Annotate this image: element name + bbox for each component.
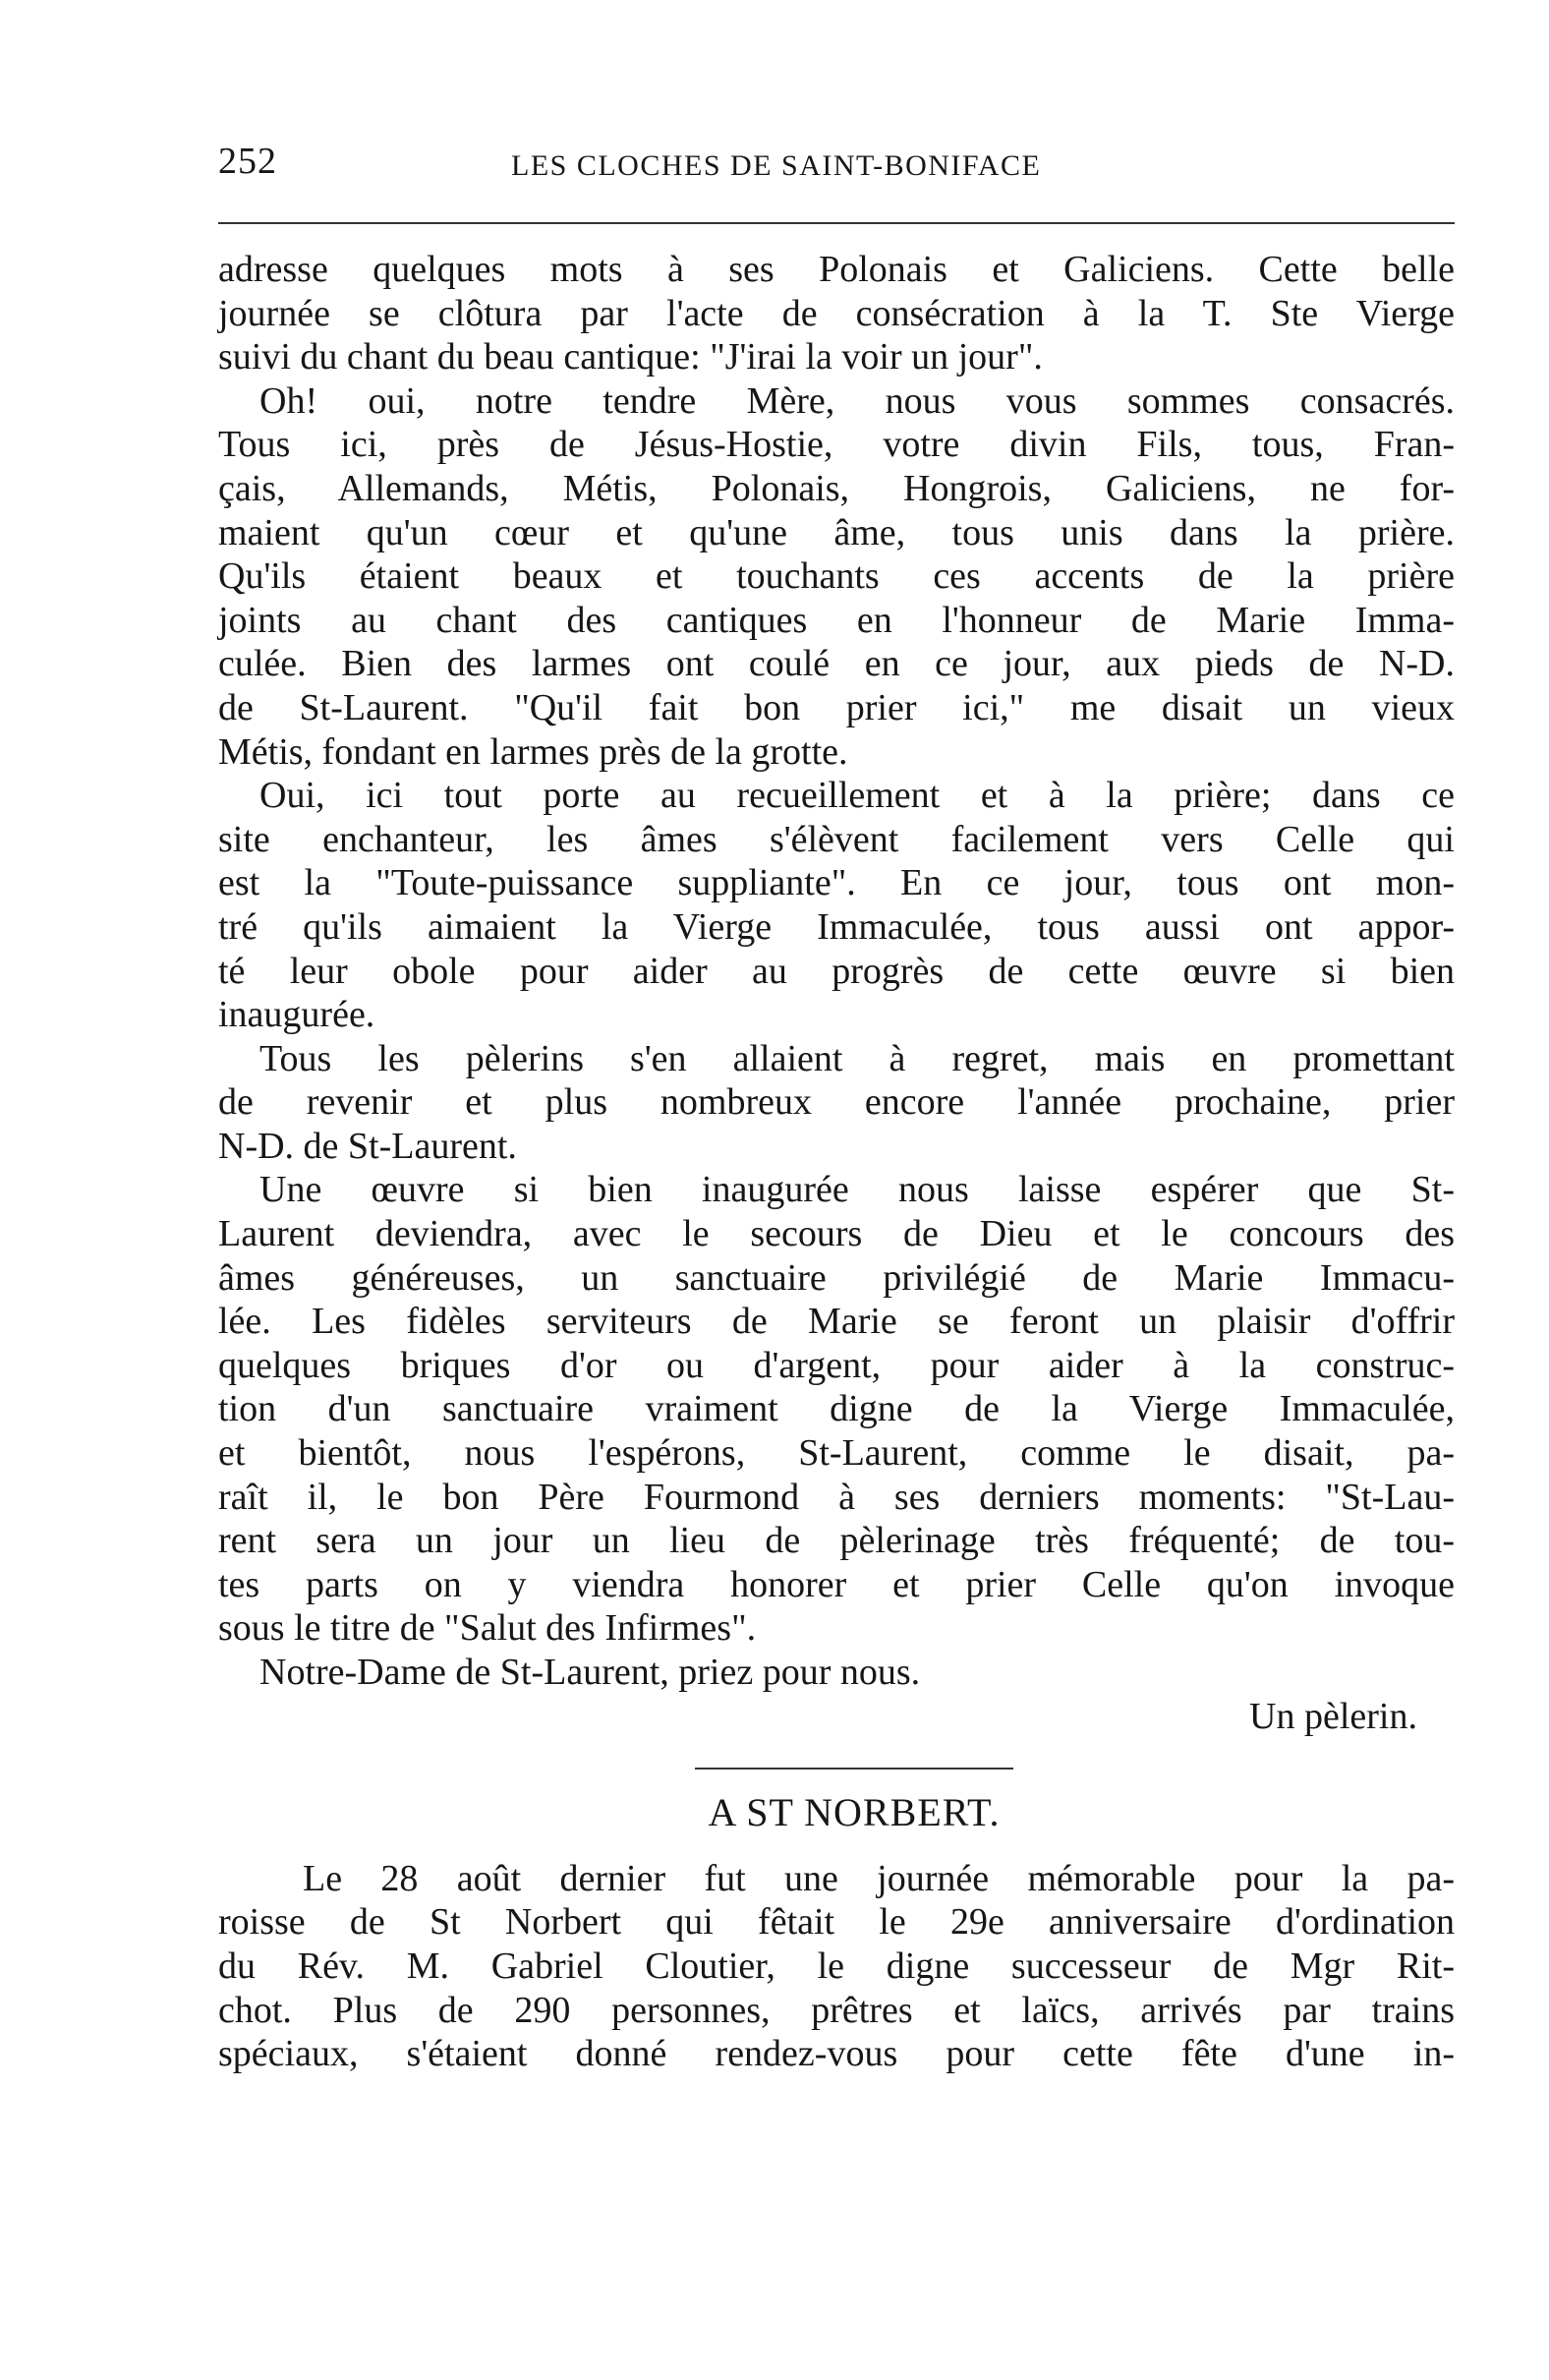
text-line: Métis, fondant en larmes près de la grotte. [218,730,848,773]
text-line: chot. Plus de 290 personnes, prêtres et laïcs, arrivés par trains [218,1989,1455,2031]
text-line: Oui, ici tout porte au recueillement et à la prière; dans ce [259,775,1455,817]
page-body [218,248,1455,2076]
text-line: spéciaux, s'étaient donné rendez-vous pour cette fête d'une in- [218,2033,1455,2075]
text-line: de St-Laurent. "Qu'il fait bon prier ici," me disait un vieux [218,686,1455,728]
text-line: lée. Les fidèles serviteurs de Marie se feront un plaisir d'offrir [218,1301,1455,1343]
text-line: suivi du chant du beau cantique: "J'irai la voir un jour". [218,336,1043,378]
paragraph [218,248,1455,379]
text-line: du Rév. M. Gabriel Cloutier, le digne successeur de Mgr Rit- [218,1945,1455,1987]
text-line: Une œuvre si bien inaugurée nous laisse espérer que St- [259,1169,1455,1211]
running-title: LES CLOCHES DE SAINT-BONIFACE [511,149,1042,182]
paragraph [218,379,1455,774]
text-line: raît il, le bon Père Fourmond à ses derniers moments: "St-Lau- [218,1476,1455,1518]
section-separator [695,1768,1013,1770]
text-line: Tous les pèlerins s'en allaient à regret, mais en promettant [259,1037,1455,1079]
text-line: Oh! oui, notre tendre Mère, nous vous sommes consacrés. [259,379,1455,422]
text-line: joints au chant des cantiques en l'honneur de Marie Imma- [218,599,1455,641]
text-line: Tous ici, près de Jésus-Hostie, votre divin Fils, tous, Fran- [218,424,1455,466]
header-rule [218,222,1455,224]
text-line: Le 28 août dernier fut une journée mémorable pour la pa- [303,1857,1455,1899]
text-line: sous le titre de "Salut des Infirmes". [218,1607,757,1650]
text-line: inaugurée. [218,994,375,1036]
signature: Un pèlerin. [1249,1695,1417,1737]
article-st-laurent [218,248,1455,1695]
text-line: et bientôt, nous l'espérons, St-Laurent, comme le disait, pa- [218,1432,1455,1475]
text-line: Laurent deviendra, avec le secours de Dieu et le concours des [218,1213,1455,1255]
text-line: té leur obole pour aider au progrès de cette œuvre si bien [218,950,1455,992]
paragraph [218,774,1455,1037]
page-number: 252 [218,141,277,182]
text-line: journée se clôtura par l'acte de consécration à la T. Ste Vierge [218,292,1455,334]
section-title: A ST NORBERT. [708,1790,1001,1835]
text-line: Notre-Dame de St-Laurent, priez pour nous. [259,1652,921,1693]
text-line: tré qu'ils aimaient la Vierge Immaculée, tous aussi ont appor- [218,905,1455,948]
text-line: maient qu'un cœur et qu'une âme, tous unis dans la prière. [218,511,1455,553]
text-line: rent sera un jour un lieu de pèlerinage très fréquenté; de tou- [218,1520,1455,1562]
text-line: çais, Allemands, Métis, Polonais, Hongrois, Galiciens, ne for- [218,467,1455,509]
text-line: est la "Toute-puissance suppliante". En ce jour, tous ont mon- [218,862,1455,904]
text-line: N-D. de St-Laurent. [218,1125,517,1167]
paragraph [218,1037,1455,1169]
paragraph [218,1168,1455,1651]
text-line: adresse quelques mots à ses Polonais et Galiciens. Cette belle [218,249,1455,290]
text-line: culée. Bien des larmes ont coulé en ce jour, aux pieds de N-D. [218,643,1455,685]
text-line: roisse de St Norbert qui fêtait le 29e anniversaire d'ordination [218,1901,1455,1944]
text-line: Qu'ils étaient beaux et touchants ces accents de la prière [218,555,1455,598]
paragraph [218,1651,1455,1695]
text-line: tes parts on y viendra honorer et prier Celle qu'on invoque [218,1563,1455,1605]
text-line: de revenir et plus nombreux encore l'année prochaine, prier [218,1081,1455,1124]
text-line: tion d'un sanctuaire vraiment digne de la Vierge Immaculée, [218,1388,1455,1430]
text-line: site enchanteur, les âmes s'élèvent facilement vers Celle qui [218,818,1455,860]
article-st-norbert [218,1857,1455,2076]
text-line: âmes généreuses, un sanctuaire privilégié de Marie Immacu- [218,1256,1455,1299]
text-line: quelques briques d'or ou d'argent, pour aider à la construc- [218,1344,1455,1386]
